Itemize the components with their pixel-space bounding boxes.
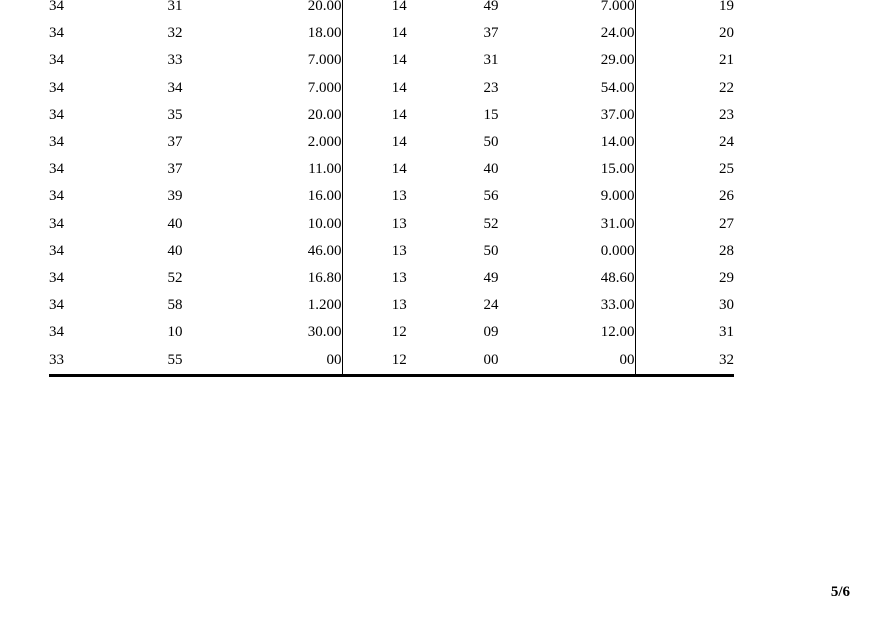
longitude-minutes-cell: 15 xyxy=(483,106,499,123)
point-number-cell: 32 xyxy=(635,347,734,376)
latitude-minutes-cell: 10 xyxy=(167,324,183,341)
longitude-degrees-cell: 14 xyxy=(391,161,407,178)
page-number: 5/6 xyxy=(830,584,850,600)
longitude-degrees-cell: 13 xyxy=(391,242,407,259)
longitude-seconds-cell: 9.000 xyxy=(526,183,635,210)
longitude-seconds-cell: 33.00 xyxy=(526,292,635,319)
point-number-cell: 19 xyxy=(719,0,734,14)
longitude-minutes-cell: 52 xyxy=(483,215,499,232)
longitude-seconds-cell: 31.00 xyxy=(526,211,635,238)
point-number-cell: 29 xyxy=(719,270,734,287)
coordinates-table-body xyxy=(49,0,734,375)
table-row xyxy=(49,47,734,74)
longitude-minutes-cell: 37 xyxy=(483,25,499,42)
longitude-degrees-cell: 14 xyxy=(391,52,407,69)
longitude-minutes-cell: 23 xyxy=(483,79,499,96)
point-number-cell: 24 xyxy=(719,134,734,151)
longitude-degrees-cell: 13 xyxy=(391,270,407,287)
coordinates-table xyxy=(49,0,734,377)
table-row xyxy=(49,319,734,346)
longitude-seconds-cell: 15.00 xyxy=(526,156,635,183)
latitude-degrees-cell: 34 xyxy=(49,324,64,341)
latitude-degrees-cell: 34 xyxy=(49,215,64,232)
longitude-seconds-cell: 29.00 xyxy=(526,47,635,74)
latitude-degrees-cell: 34 xyxy=(49,79,64,96)
point-number-cell: 28 xyxy=(719,242,734,259)
table-row xyxy=(49,156,734,183)
point-number-cell: 26 xyxy=(719,188,734,205)
longitude-seconds-cell: 24.00 xyxy=(526,20,635,47)
longitude-minutes-cell: 00 xyxy=(456,347,526,376)
latitude-seconds-cell: 16.00 xyxy=(234,183,342,210)
longitude-seconds-cell: 37.00 xyxy=(526,102,635,129)
longitude-minutes-cell: 31 xyxy=(483,52,499,69)
table-row xyxy=(49,238,734,265)
longitude-degrees-cell: 14 xyxy=(391,134,407,151)
latitude-degrees-cell: 34 xyxy=(49,161,64,178)
latitude-seconds-cell: 46.00 xyxy=(234,238,342,265)
latitude-minutes-cell: 52 xyxy=(167,270,183,287)
latitude-degrees-cell: 34 xyxy=(49,188,64,205)
longitude-seconds-cell: 48.60 xyxy=(526,265,635,292)
latitude-seconds-cell: 16.80 xyxy=(234,265,342,292)
longitude-seconds-cell: 54.00 xyxy=(526,75,635,102)
point-number-cell: 27 xyxy=(719,215,734,232)
latitude-degrees-cell: 34 xyxy=(49,270,64,287)
longitude-minutes-cell: 56 xyxy=(483,188,499,205)
table-row xyxy=(49,102,734,129)
point-number-cell: 21 xyxy=(719,52,734,69)
table-row xyxy=(49,292,734,319)
longitude-degrees-cell: 14 xyxy=(391,79,407,96)
latitude-degrees-cell: 34 xyxy=(49,242,64,259)
latitude-seconds-cell: 7.000 xyxy=(234,75,342,102)
longitude-minutes-cell: 50 xyxy=(483,242,499,259)
latitude-minutes-cell: 35 xyxy=(167,106,183,123)
latitude-minutes-cell: 39 xyxy=(167,188,183,205)
latitude-minutes-cell: 34 xyxy=(167,79,183,96)
table-row xyxy=(49,75,734,102)
latitude-minutes-cell: 55 xyxy=(116,347,234,376)
longitude-degrees-cell: 14 xyxy=(391,0,407,14)
longitude-minutes-cell: 24 xyxy=(483,297,499,314)
latitude-minutes-cell: 40 xyxy=(167,215,183,232)
latitude-degrees-cell: 33 xyxy=(49,347,116,376)
latitude-degrees-cell: 34 xyxy=(49,106,64,123)
latitude-degrees-cell: 34 xyxy=(49,0,64,14)
point-number-cell: 22 xyxy=(719,79,734,96)
point-number-cell: 20 xyxy=(719,25,734,42)
longitude-degrees-cell: 14 xyxy=(391,106,407,123)
latitude-seconds-cell: 18.00 xyxy=(234,20,342,47)
latitude-seconds-cell: 30.00 xyxy=(234,319,342,346)
latitude-seconds-cell: 00 xyxy=(234,347,342,376)
latitude-seconds-cell: 10.00 xyxy=(234,211,342,238)
longitude-degrees-cell: 12 xyxy=(342,347,456,376)
point-number-cell: 30 xyxy=(719,297,734,314)
table-row xyxy=(49,183,734,210)
longitude-seconds-cell: 7.000 xyxy=(526,0,635,20)
longitude-minutes-cell: 50 xyxy=(483,134,499,151)
longitude-degrees-cell: 13 xyxy=(391,215,407,232)
point-number-cell: 31 xyxy=(719,324,734,341)
point-number-cell: 25 xyxy=(719,161,734,178)
latitude-degrees-cell: 34 xyxy=(49,297,64,314)
latitude-minutes-cell: 31 xyxy=(167,0,183,14)
latitude-minutes-cell: 58 xyxy=(167,297,183,314)
longitude-minutes-cell: 49 xyxy=(483,270,499,287)
latitude-minutes-cell: 37 xyxy=(167,161,183,178)
longitude-seconds-cell: 0.000 xyxy=(526,238,635,265)
latitude-degrees-cell: 34 xyxy=(49,134,64,151)
latitude-minutes-cell: 37 xyxy=(167,134,183,151)
latitude-degrees-cell: 34 xyxy=(49,25,64,42)
longitude-degrees-cell: 12 xyxy=(391,324,407,341)
longitude-seconds-cell: 12.00 xyxy=(526,319,635,346)
latitude-seconds-cell: 20.00 xyxy=(234,0,342,20)
longitude-minutes-cell: 40 xyxy=(483,161,499,178)
table-row xyxy=(49,20,734,47)
latitude-seconds-cell: 2.000 xyxy=(234,129,342,156)
longitude-degrees-cell: 14 xyxy=(391,25,407,42)
latitude-minutes-cell: 40 xyxy=(167,242,183,259)
longitude-degrees-cell: 13 xyxy=(391,188,407,205)
longitude-seconds-cell: 14.00 xyxy=(526,129,635,156)
latitude-minutes-cell: 33 xyxy=(167,52,183,69)
latitude-seconds-cell: 20.00 xyxy=(234,102,342,129)
longitude-degrees-cell: 13 xyxy=(391,297,407,314)
table-row xyxy=(49,0,734,20)
table-row xyxy=(49,129,734,156)
longitude-seconds-cell: 00 xyxy=(526,347,635,376)
latitude-seconds-cell: 11.00 xyxy=(234,156,342,183)
table-row xyxy=(49,211,734,238)
latitude-degrees-cell: 34 xyxy=(49,52,64,69)
latitude-minutes-cell: 32 xyxy=(167,25,183,42)
longitude-minutes-cell: 09 xyxy=(483,324,499,341)
table-row xyxy=(49,347,734,376)
latitude-seconds-cell: 1.200 xyxy=(234,292,342,319)
table-row xyxy=(49,265,734,292)
point-number-cell: 23 xyxy=(719,106,734,123)
longitude-minutes-cell: 49 xyxy=(483,0,499,14)
latitude-seconds-cell: 7.000 xyxy=(234,47,342,74)
